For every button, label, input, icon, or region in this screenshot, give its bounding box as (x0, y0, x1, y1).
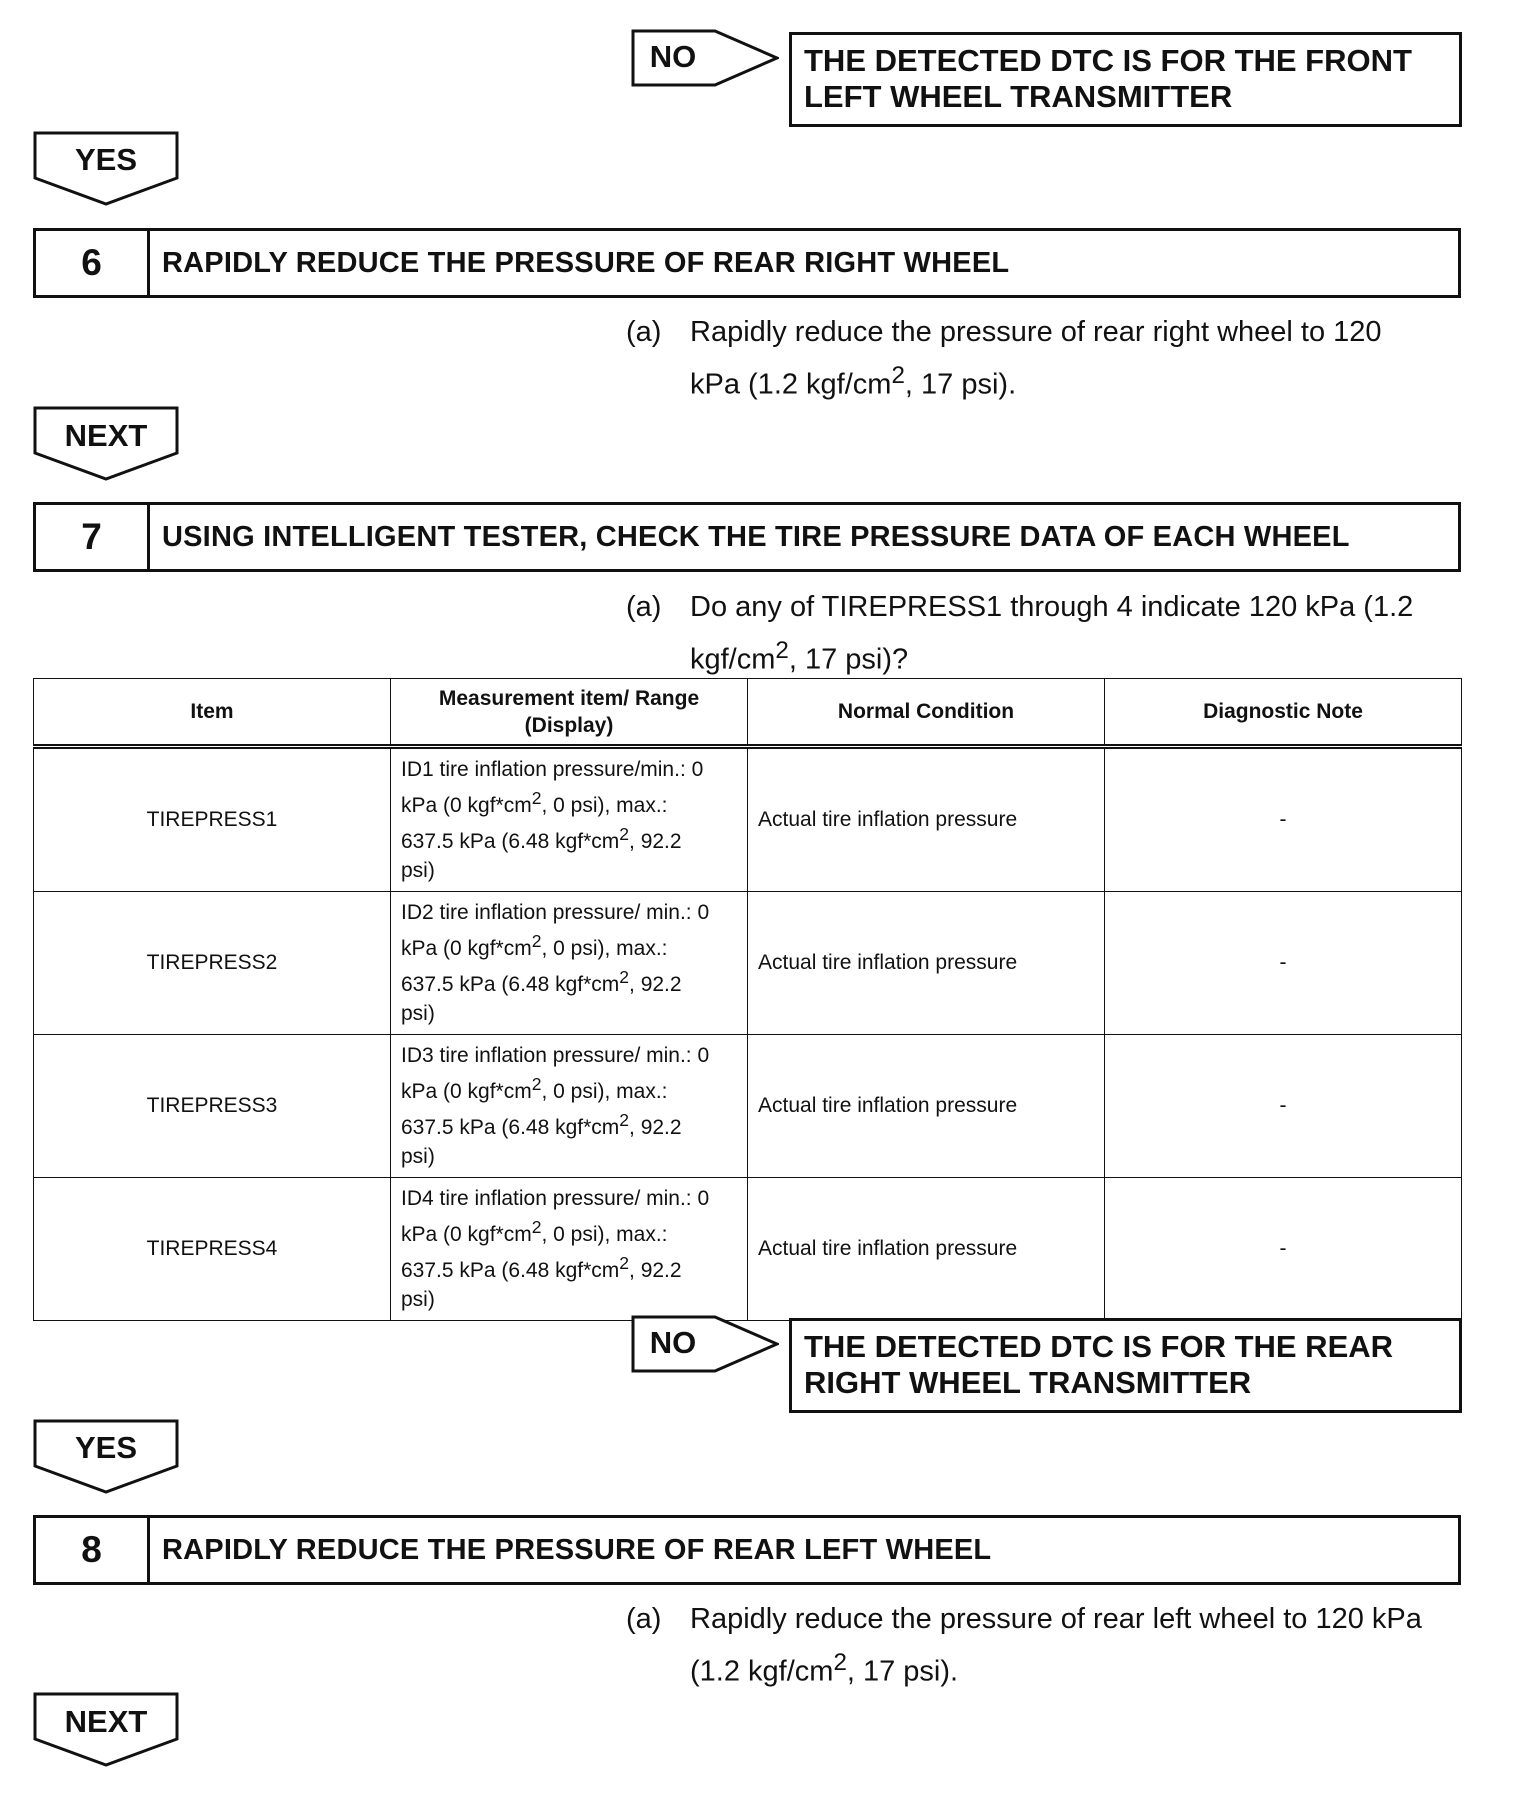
result-box-front-left (789, 32, 1462, 127)
cell-item: TIREPRESS4 (34, 1178, 391, 1321)
step-6-title: RAPIDLY REDUCE THE PRESSURE OF REAR RIGHT WHEEL (162, 246, 1010, 279)
tire-pressure-data-table (33, 678, 1462, 1321)
next-label-1: NEXT (64, 418, 148, 453)
table-row (34, 747, 1462, 892)
no-label-2: NO (649, 1325, 697, 1360)
step-7-sub-line-1: Do any of TIREPRESS1 through 4 indicate 120 kPa (1.2 (690, 591, 1414, 623)
step-8-header (33, 1515, 1461, 1585)
result-line-1: THE DETECTED DTC IS FOR THE REAR (804, 1329, 1394, 1364)
step-8-sub-label: (a) (626, 1603, 662, 1635)
table-row (34, 892, 1462, 1035)
cell-normal-condition: Actual tire inflation pressure (748, 892, 1105, 1035)
header-normal-condition: Normal Condition (748, 679, 1105, 747)
header-diagnostic-note: Diagnostic Note (1105, 679, 1462, 747)
cell-normal-condition: Actual tire inflation pressure (748, 1178, 1105, 1321)
step-8-sub-line-2: (1.2 kgf/$cm^2$, 17 psi). (690, 1649, 959, 1688)
cell-measurement: ID1 tire inflation pressure/min.: 0 kPa (0 $kgf*cm^2$, 0 psi), max.: 637.5 kPa (6.48 $kgf*cm^2$, 92.2 psi) (391, 747, 748, 892)
step-7-title: USING INTELLIGENT TESTER, CHECK THE TIRE PRESSURE DATA OF EACH WHEEL (162, 520, 1350, 553)
no-arrow-2 (631, 1315, 779, 1373)
result-line-1: THE DETECTED DTC IS FOR THE FRONT (804, 43, 1412, 78)
next-label-2: NEXT (64, 1704, 148, 1739)
cell-item: TIREPRESS3 (34, 1035, 391, 1178)
no-arrow-1 (631, 29, 779, 87)
cell-diagnostic-note: - (1105, 1178, 1462, 1321)
step-6-number: 6 (36, 231, 150, 295)
cell-measurement: ID4 tire inflation pressure/ min.: 0 kPa (0 $kgf*cm^2$, 0 psi), max.: 637.5 kPa (6.48 $kgf*cm^2$, 92.2 psi) (391, 1178, 748, 1321)
result-line-2: LEFT WHEEL TRANSMITTER (804, 79, 1233, 114)
next-arrow-2 (33, 1692, 179, 1767)
cell-diagnostic-note: - (1105, 892, 1462, 1035)
cell-normal-condition: Actual tire inflation pressure (748, 1035, 1105, 1178)
next-arrow-1 (33, 406, 179, 481)
yes-label-1: YES (74, 142, 138, 177)
yes-arrow-2 (33, 1419, 179, 1494)
step-6-sub-line-1: Rapidly reduce the pressure of rear right wheel to 120 (690, 316, 1382, 348)
result-box-rear-right (789, 1318, 1462, 1413)
step-8-number: 8 (36, 1518, 150, 1582)
step-7-header (33, 502, 1461, 572)
cell-measurement: ID2 tire inflation pressure/ min.: 0 kPa (0 $kgf*cm^2$, 0 psi), max.: 637.5 kPa (6.48 $kgf*cm^2$, 92.2 psi) (391, 892, 748, 1035)
step-6-header (33, 228, 1461, 298)
cell-item: TIREPRESS2 (34, 892, 391, 1035)
cell-item: TIREPRESS1 (34, 747, 391, 892)
yes-arrow-1 (33, 131, 179, 206)
step-6-sub-label: (a) (626, 316, 662, 348)
table-header-row (34, 679, 1462, 747)
step-7-sub-line-2: kgf/$cm^2$, 17 psi)? (690, 637, 909, 676)
step-8-instruction (626, 1597, 1466, 1687)
no-label-1: NO (649, 39, 697, 74)
header-item: Item (34, 679, 391, 747)
step-6-sub-line-2: kPa (1.2 kgf/$cm^2$, 17 psi). (690, 362, 1017, 401)
step-8-sub-line-1: Rapidly reduce the pressure of rear left wheel to 120 kPa (690, 1603, 1422, 1635)
yes-label-2: YES (74, 1430, 138, 1465)
header-measurement: Measurement item/ Range (Display) (391, 679, 748, 747)
cell-diagnostic-note: - (1105, 747, 1462, 892)
step-7-number: 7 (36, 505, 150, 569)
step-8-title: RAPIDLY REDUCE THE PRESSURE OF REAR LEFT WHEEL (162, 1533, 992, 1566)
step-6-instruction (626, 310, 1466, 400)
step-7-instruction (626, 585, 1466, 675)
cell-diagnostic-note: - (1105, 1035, 1462, 1178)
cell-measurement: ID3 tire inflation pressure/ min.: 0 kPa (0 $kgf*cm^2$, 0 psi), max.: 637.5 kPa (6.48 $kgf*cm^2$, 92.2 psi) (391, 1035, 748, 1178)
table-row (34, 1178, 1462, 1321)
result-line-2: RIGHT WHEEL TRANSMITTER (804, 1365, 1252, 1400)
cell-normal-condition: Actual tire inflation pressure (748, 747, 1105, 892)
step-7-sub-label: (a) (626, 591, 662, 623)
table-row (34, 1035, 1462, 1178)
